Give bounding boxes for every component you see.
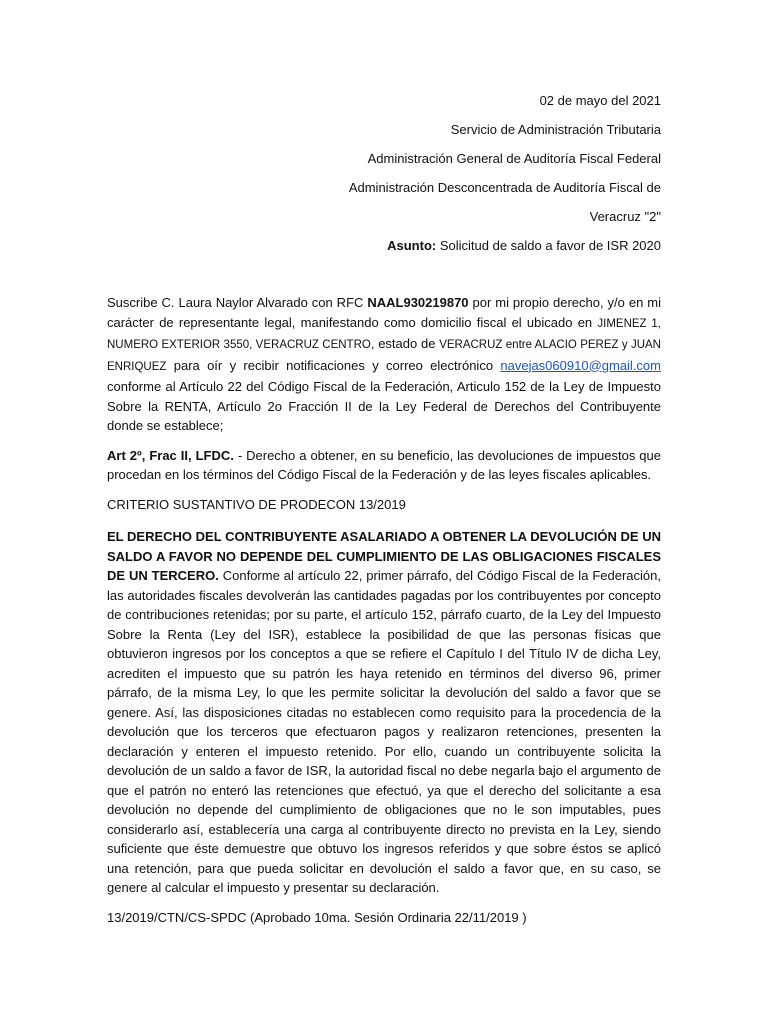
email-link[interactable]: navejas060910@gmail.com: [500, 357, 661, 373]
letter-header: [101, 91, 661, 265]
criterio-heading: EL DERECHO DEL CONTRIBUYENTE ASALARIADO A OBTENER LA DEVOLUCIÓN DE UN SALDO A FAVOR NO DEPENDE DEL CUMPLIMIENTO DE LAS OBLIGACIONES FISCALES DE UN TERCERO.: [107, 529, 661, 583]
subject-label: Asunto:: [387, 238, 437, 253]
recipient-line-1: Servicio de Administración Tributaria: [450, 122, 661, 137]
recipient-line-4: Veracruz "2": [589, 209, 661, 224]
intro-text-3: , estado de: [370, 336, 440, 351]
letter-date: 02 de mayo del 2021: [539, 93, 661, 108]
intro-text-4: para oír y recibir notificaciones y correo electrónico: [166, 357, 501, 373]
article-text: - Derecho a obtener, en su beneficio, las devoluciones de impuestos que procedan en los términos del Código Fiscal de la Federación y de las leyes fiscales aplicables.: [107, 447, 661, 482]
article-paragraph: [107, 446, 661, 485]
state-value: VERACRUZ entre ALACIO PEREZ y JUAN ENRIQUEZ: [107, 339, 661, 373]
rfc-value: NAAL930219870: [367, 295, 469, 310]
criterio-paragraph: [107, 527, 661, 898]
recipient-line-3: Administración Desconcentrada de Auditoría Fiscal de: [348, 180, 661, 195]
address-value: JIMENEZ 1, NUMERO EXTERIOR 3550, VERACRUZ CENTRO: [107, 317, 661, 351]
subject-text: Solicitud de saldo a favor de ISR 2020: [436, 238, 661, 253]
letter-body: [107, 293, 661, 937]
intro-text-2: por mi propio derecho, y/o en mi carácter de representante legal, manifestando como domicilio fiscal el ubicado en: [107, 295, 661, 330]
subject-line: [101, 236, 661, 265]
criterio-reference: 13/2019/CTN/CS-SPDC (Aprobado 10ma. Sesión Ordinaria 22/11/2019 ): [107, 909, 527, 925]
criterio-text: Conforme al artículo 22, primer párrafo, del Código Fiscal de la Federación, las autoridades fiscales devolverán las cantidades pagadas por los contribuyentes por concepto de contribuciones retenidas; por su parte, el artículo 152, párrafo cuarto, de la Ley del Impuesto Sobre la Renta (Ley del ISR), establece la posibilidad de que las personas físicas que obtuvieron ingresos por los conceptos a que se refiere el Capítulo I del Título IV de dicha Ley, acrediten el impuesto que su patrón les haya retenido en términos del diverso 96, primer párrafo, de la misma Ley, lo que les permite solicitar la devolución del saldo a favor que se genere. Así, las disposiciones citadas no establecen como requisito para la procedencia de la devolución que los terceros que efectuaron pagos y realizaron retenciones, presenten la declaración y enteren el impuesto retenido. Por ello, cuando un contribuyente solicita la devolución de un saldo a favor de ISR, la autoridad fiscal no debe negarla bajo el argumento de que el patrón no enteró las retenciones que efectuó, ya que el derecho del solicitante a esa devolución no depende del cumplimiento de obligaciones que no le son imputables, pues considerarlo así, establecería una carga al contribuyente directo no prevista en la Ley, siendo suficiente que éste demuestre que obtuvo los ingresos referidos y que sobre éstos se aplicó una retención, para que pueda solicitar en devolución el saldo a favor que, en su caso, se genere al calcular el impuesto y presentar su declaración.: [107, 568, 661, 895]
intro-paragraph: [107, 293, 661, 436]
intro-text-1: Suscribe C. Laura Naylor Alvarado con RFC: [107, 295, 368, 310]
criterio-title: CRITERIO SUSTANTIVO DE PRODECON 13/2019: [107, 496, 406, 512]
article-label: Art 2º, Frac II, LFDC.: [107, 447, 234, 463]
recipient-line-2: Administración General de Auditoría Fiscal Federal: [367, 151, 661, 166]
intro-text-5: conforme al Artículo 22 del Código Fiscal de la Federación, Articulo 152 de la Ley de Impuesto Sobre la RENTA, Artículo 2o Fracción II de la Ley Federal de Derechos del Contribuyente donde se establece;: [107, 379, 661, 433]
